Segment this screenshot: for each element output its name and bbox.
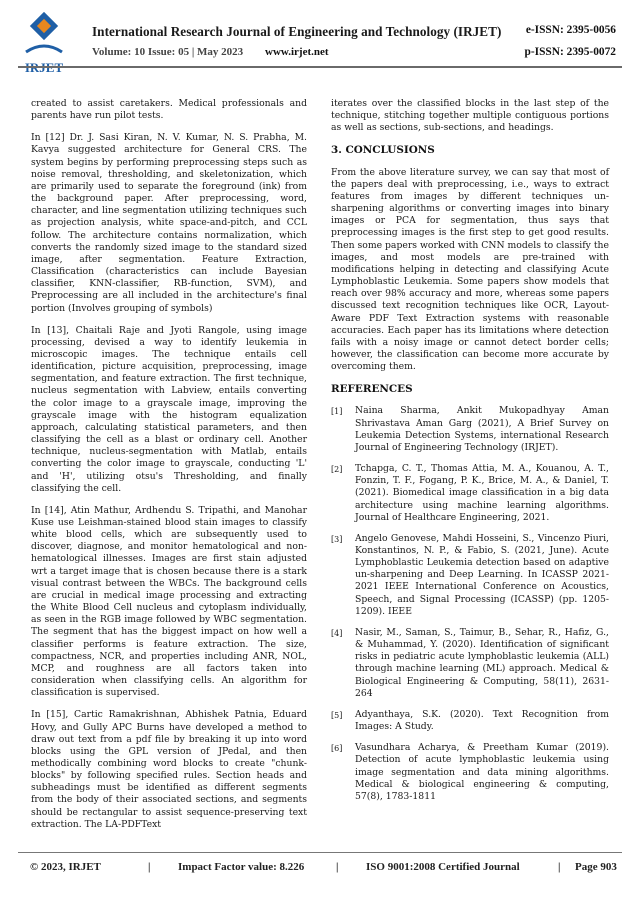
paragraph: created to assist caretakers. Medical professionals and parents have run pilot tests. [31, 98, 307, 122]
paragraph: In [15], Cartic Ramakrishnan, Abhishek Patnia, Eduard Hovy, and Gully APC Burns have developed a method to draw out text from a pdf file by breaking it up into word blocks using the GPL version of JPedal, and then methodically combining word blocks to create "chunk-blocks" by following specified rules. Section heads and subheadings must be identified as different segments from the body of their associated sections, and segments should be rectangular to assist sequence-preserving text extraction. The LA-PDFText [31, 709, 307, 830]
section-heading-conclusions: 3. CONCLUSIONS [331, 144, 435, 157]
reference-number: [2] [331, 465, 343, 475]
reference-text: Angelo Genovese, Mahdi Hosseini, S., Vincenzo Piuri, Konstantinos, N. P., & Fabio, S. (2021, June). Acute Lymphoblastic Leukemia detection based on adaptive un-sharpening and Deep Learning. In ICASSP 2021-2021 IEEE International Conference on Acoustics, Speech, and Signal Processing (ICASSP) (pp. 1205-1209). IEEE [355, 532, 609, 617]
header-rule [18, 66, 622, 68]
journal-title: International Research Journal of Engineering and Technology (IRJET) [92, 24, 502, 39]
reference-item [331, 463, 609, 524]
iso-certification: ISO 9001:2008 Certified Journal [366, 861, 520, 873]
reference-text: Tchapga, C. T., Thomas Attia, M. A., Kouanou, A. T., Fonzin, T. F., Fogang, P. K., Brice, M. A., & Daniel, T. (2021). Biomedical image classification in a big data architecture using machine learning algorithms. Journal of Healthcare Engineering, 2021. [355, 463, 609, 523]
section-heading-references: REFERENCES [331, 383, 413, 396]
e-issn: e-ISSN: 2395-0056 [525, 24, 616, 36]
reference-number: [1] [331, 407, 343, 417]
reference-item [331, 405, 609, 454]
reference-item [331, 742, 609, 803]
paragraph: In [13], Chaitali Raje and Jyoti Rangole, using image processing, devised a way to identify leukemia in microscopic images. The technique entails cell identification, picture acquisition, preprocessing, image segmentation, and feature extraction. The first technique, nucleus segmentation with Labview, entails converting the color image to a grayscale image, improving the grayscale image with the histogram equalization approach, calculating statistical parameters, and then classifying the cell as a blast or ordinary cell. Another technique, nucleus-segmentation with Matlab, entails converting the color image to grayscale, conducting 'L' and 'H', utilizing otsu's Thresholding, and finally classifying the cell. [31, 324, 307, 494]
website-link[interactable]: www.irjet.net [265, 46, 329, 58]
footer-separator: | [336, 861, 339, 873]
page-header [0, 0, 638, 86]
reference-number: [3] [331, 534, 343, 544]
reference-item [331, 709, 609, 733]
reference-number: [4] [331, 628, 343, 638]
reference-number: [6] [331, 744, 343, 754]
footer-separator: | [558, 861, 561, 873]
copyright: © 2023, IRJET [30, 861, 101, 873]
issue-info: Volume: 10 Issue: 05 | May 2023 [92, 46, 244, 58]
reference-text: Vasundhara Acharya, & Preetham Kumar (2019). Detection of acute lymphoblastic leukemia using image segmentation and data mining algorithms. Medical & biological engineering & computing, 57(8), 1783-1811 [355, 742, 609, 802]
footer-rule [18, 852, 622, 853]
p-issn: p-ISSN: 2395-0072 [524, 46, 616, 58]
irjet-logo [18, 12, 70, 78]
reference-text: Nasir, M., Saman, S., Taimur, B., Sehar, R., Hafiz, G., & Muhammad, Y. (2020). Identification of significant risks in pediatric acute lymphoblastic leukemia (ALL) through machine learning (ML) approach. Medical & Biological Engineering & Computing, 58(11), 2631-264 [355, 626, 609, 699]
reference-text: Adyanthaya, S.K. (2020). Text Recognition from Images: A Study. [355, 708, 609, 733]
reference-text: Naina Sharma, Ankit Mukopadhyay Aman Shrivastava Aman Garg (2021), A Brief Survey on Leukemia Detection Systems, international Research Journal of Engineering Technology (IRJET). [355, 405, 609, 453]
paragraph: In [14], Atin Mathur, Ardhendu S. Tripathi, and Manohar Kuse use Leishman-stained blood stain images to classify white blood cells, which are subsequently used to discover, diagnose, and monitor hematological and non-hematological illnesses. Images are first stain adjusted wrt a target image that is chosen because there is a stark visual contrast between the WBCs. The background cells are crucial in medical image processing and extracting the White Blood Cell nucleus and cytoplasm individually, as seen in the RGB image followed by WBC segmentation. The segment that has the biggest impact on how well a classifier performs is feature extraction. The size, compactness, NCR, and properties including ANR, NOL, MCP, and roughness are all factors taken into consideration when classifying cells. An algorithm for classification is supervised. [31, 504, 307, 699]
impact-factor: Impact Factor value: 8.226 [178, 861, 305, 873]
reference-item [331, 627, 609, 700]
reference-item [331, 533, 609, 618]
reference-number: [5] [331, 710, 343, 720]
paragraph: In [12] Dr. J. Sasi Kiran, N. V. Kumar, N. S. Prabha, M. Kavya suggested architecture for General CRS. The system begins by performing preprocessing steps such as noise removal, thresholding, and skeletonization, which are primarily used to separate the foreground (ink) from the background paper. After preprocessing, word, character, and line segmentation utilizing techniques such as projection analysis, white space-and-pitch, and CCL follow. The architecture contains normalization, which converts the randomly sized image to the standard sized image, after segmentation. Feature Extraction, Classification (characteristics can include Bayesian classifier, KNN-classifier, RB-function, SVM), and Preprocessing are all included in the architecture's final portion (Involves grouping of symbols) [31, 132, 307, 314]
right-column [331, 98, 609, 812]
page-number: Page 903 [575, 861, 617, 873]
paragraph: iterates over the classified blocks in the last step of the technique, stitching together multiple contiguous portions as well as sections, sub-sections, and headings. [331, 98, 609, 134]
paragraph: From the above literature survey, we can say that most of the papers deal with preprocessing, i.e., ways to extract features from images by different techniques un-sharpening algorithms or converting images into binary images or PCA for segmentation, thus says that preprocessing images is the first step to get good results. Then some papers worked with CNN models to classify the images, and most models are pre-trained with modifications helping in detecting and classifying Acute Lymphoblastic Leukemia. Some papers show models that reach over 98% accuracy and more, whereas some papers discussed text recognition techniques like OCR, Layout-Aware PDF Text Extraction systems with reasonable accuracies. Each paper has its limitations where detection fails with a noisy image or cannot detect border cells; however, the classification can become more accurate by overcoming them. [331, 166, 609, 373]
footer-separator: | [148, 861, 151, 873]
left-column [31, 98, 307, 841]
